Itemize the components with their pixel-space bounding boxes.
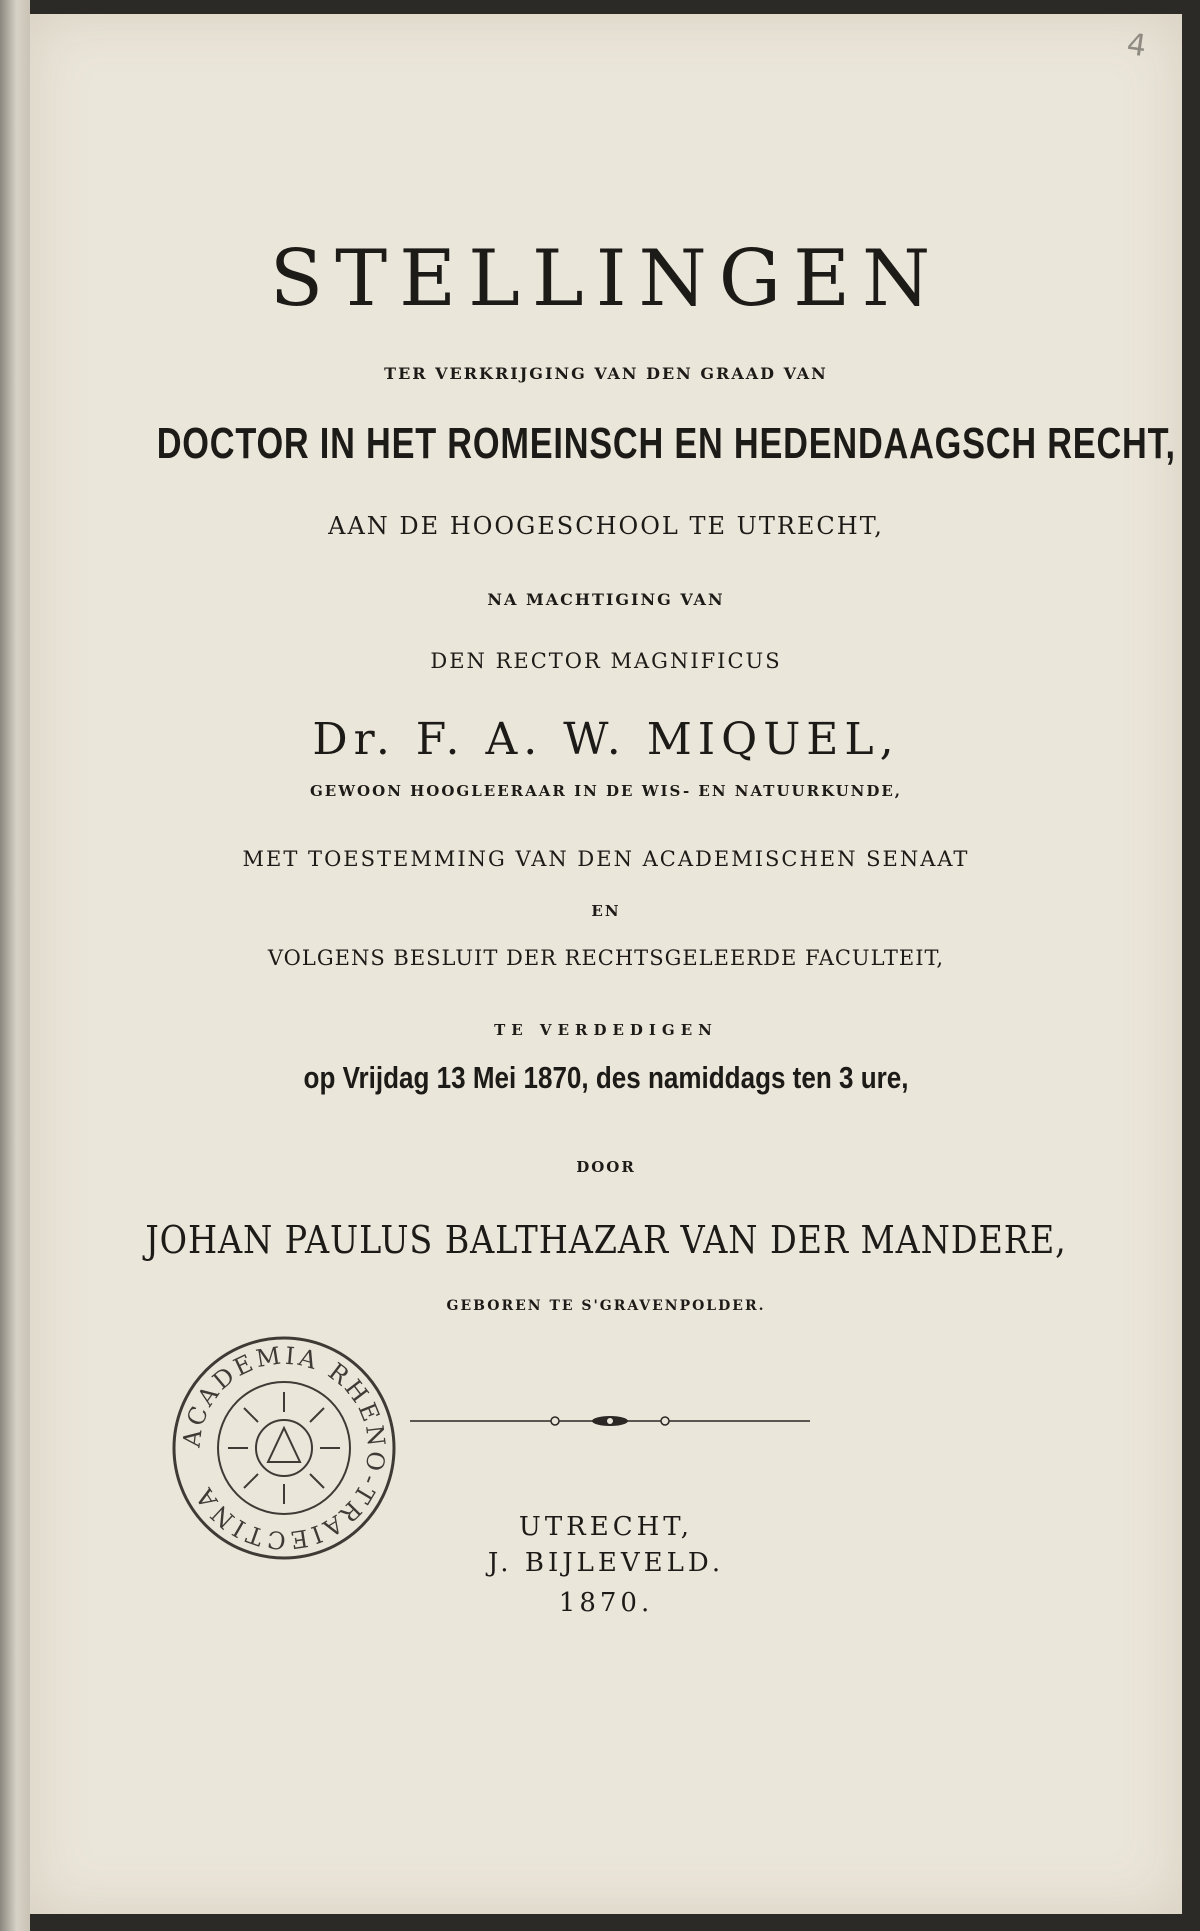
library-stamp	[168, 1332, 400, 1564]
rector-title: GEWOON HOOGLEERAAR IN DE WIS- EN NATUURKUNDE,	[309, 782, 903, 800]
publisher-name: J. BIJLEVELD.	[487, 1548, 725, 1578]
title-page	[30, 14, 1182, 1914]
rector-name: Dr. F. A. W. MIQUEL,	[312, 714, 900, 765]
authorization-line: NA MACHTIGING VAN	[487, 590, 725, 609]
author-name: JOHAN PAULUS BALTHAZAR VAN DER MANDERE,	[145, 1218, 1067, 1262]
university-line: AAN DE HOOGESCHOOL TE UTRECHT,	[328, 512, 884, 540]
degree-title: DOCTOR IN HET ROMEINSCH EN HEDENDAAGSCH RECHT,	[156, 419, 1176, 468]
degree-intro: TER VERKRIJGING VAN DEN GRAAD VAN	[384, 364, 828, 383]
main-title: STELLINGEN	[269, 234, 943, 324]
rector-line: DEN RECTOR MAGNIFICUS	[430, 649, 782, 673]
book-spine-edge	[0, 0, 30, 1931]
ornamental-rule	[410, 1409, 810, 1433]
publisher-city: UTRECHT,	[518, 1512, 694, 1542]
senate-line: MET TOESTEMMING VAN DEN ACADEMISCHEN SENAAT	[242, 847, 970, 871]
conjunction-en: EN	[591, 902, 621, 920]
date-line: op Vrijdag 13 Mei 1870, des namiddags ten 3 ure,	[303, 1060, 909, 1095]
svg-text:ACADEMIA RHENO-TRAIECTINA: ACADEMIA RHENO-TRAIECTINA	[177, 1341, 391, 1555]
page-number: 4	[1124, 26, 1149, 65]
publication-year: 1870.	[558, 1588, 654, 1618]
by-line: DOOR	[576, 1158, 636, 1176]
birthplace-line: GEBOREN TE S'GRAVENPOLDER.	[446, 1298, 766, 1314]
faculty-line: VOLGENS BESLUIT DER RECHTSGELEERDE FACULTEIT,	[267, 946, 945, 970]
defend-line: TE VERDEDIGEN	[494, 1021, 718, 1039]
